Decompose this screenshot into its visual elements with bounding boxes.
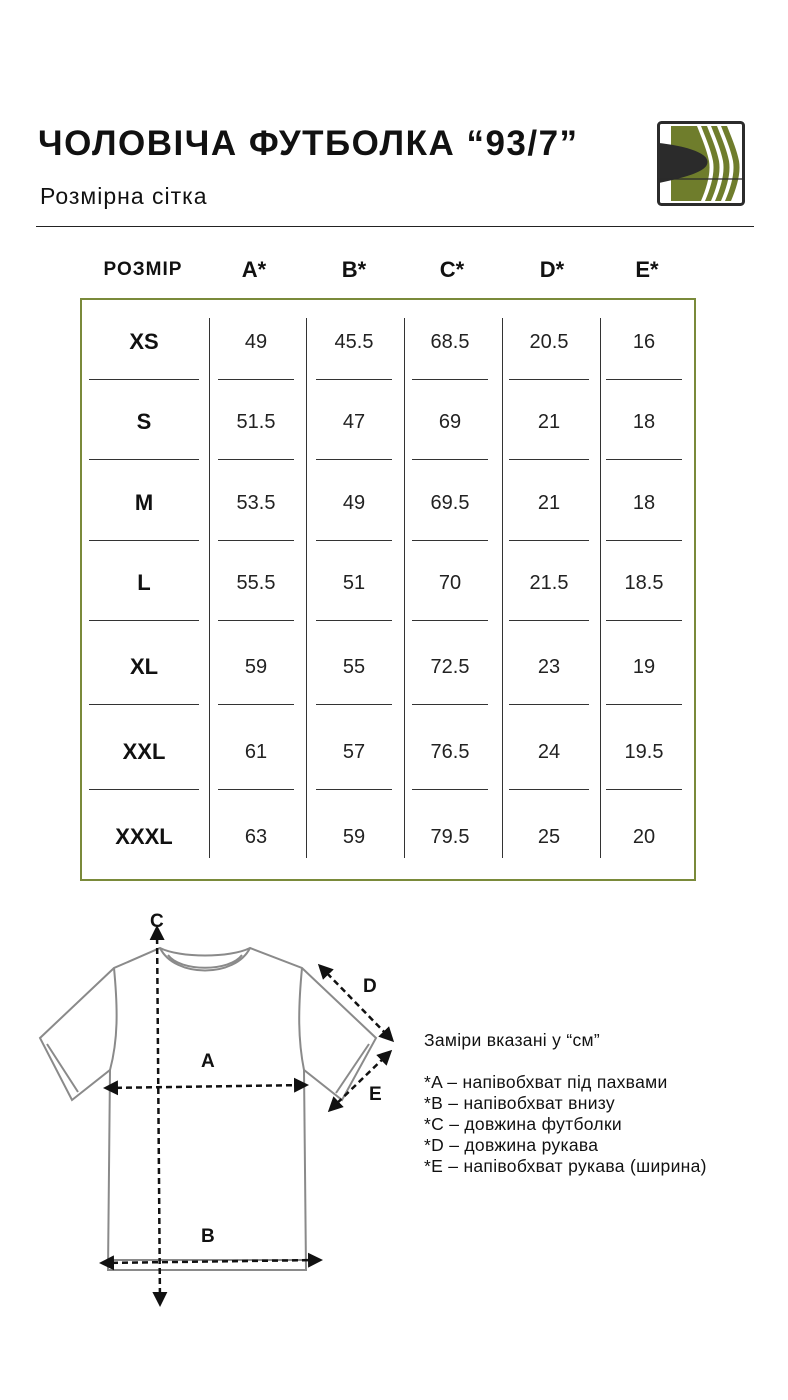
column-header-d: D* <box>539 257 565 282</box>
measurement-cell: 70 <box>438 572 462 594</box>
size-label: L <box>137 570 151 595</box>
measurement-cell: 21 <box>537 411 561 433</box>
row-underline <box>218 789 294 790</box>
measurement-cell: 23 <box>537 656 561 678</box>
measurement-cell: 59 <box>244 656 268 678</box>
size-label: S <box>136 409 152 434</box>
row-underline <box>412 459 488 460</box>
measure-line-a <box>106 1085 306 1088</box>
row-underline <box>218 540 294 541</box>
header-divider <box>36 226 754 227</box>
measure-lines <box>102 928 392 1304</box>
measurement-cell: 49 <box>342 492 366 514</box>
measurement-cell: 59 <box>342 826 366 848</box>
row-underline <box>606 789 682 790</box>
measurement-cell: 68.5 <box>430 331 470 353</box>
row-underline <box>89 704 199 705</box>
note-c: *C – довжина футболки <box>424 1114 622 1134</box>
measurement-cell: 76.5 <box>430 741 470 763</box>
size-label: XXXL <box>115 824 173 849</box>
measurement-cell: 18 <box>632 492 656 514</box>
size-label: XS <box>129 329 159 354</box>
row-underline <box>316 459 392 460</box>
table-header-row <box>80 252 696 288</box>
page-title: ЧОЛОВІЧА ФУТБОЛКА “93/7” <box>38 124 579 163</box>
row-underline <box>606 620 682 621</box>
measurement-cell: 55.5 <box>236 572 276 594</box>
measurement-cell: 53.5 <box>236 492 276 514</box>
measurement-cell: 79.5 <box>430 826 470 848</box>
row-underline <box>316 379 392 380</box>
measurement-cell: 61 <box>244 741 268 763</box>
measurement-cell: 51 <box>342 572 366 594</box>
row-underline <box>509 789 589 790</box>
row-underline <box>509 620 589 621</box>
measurement-cell: 63 <box>244 826 268 848</box>
row-underline <box>316 789 392 790</box>
measurement-cell: 49 <box>244 331 268 353</box>
column-header-size: РОЗМІР <box>103 259 183 280</box>
row-underline <box>412 620 488 621</box>
row-underline <box>412 540 488 541</box>
measurement-cell: 69.5 <box>430 492 470 514</box>
row-underline <box>606 540 682 541</box>
measurement-cell: 51.5 <box>236 411 276 433</box>
measurement-cell: 72.5 <box>430 656 470 678</box>
tshirt-outline <box>40 948 376 1270</box>
row-underline <box>509 540 589 541</box>
note-e: *E – напівобхват рукава (ширина) <box>424 1156 707 1176</box>
row-underline <box>606 379 682 380</box>
notes-intro: Заміри вказані у “см” <box>424 1030 600 1050</box>
row-underline <box>316 704 392 705</box>
measurement-cell: 19 <box>632 656 656 678</box>
row-underline <box>218 379 294 380</box>
measurement-cell: 16 <box>632 331 656 353</box>
label-d: D <box>363 976 377 997</box>
note-b: *B – напівобхват внизу <box>424 1093 615 1113</box>
measurement-cell: 20.5 <box>529 331 569 353</box>
row-underline <box>412 704 488 705</box>
column-header-e: E* <box>635 257 659 282</box>
row-underline <box>606 704 682 705</box>
row-underline <box>509 379 589 380</box>
column-header-c: C* <box>439 257 465 282</box>
note-a: *A – напівобхват під пахвами <box>424 1072 668 1092</box>
measurement-cell: 55 <box>342 656 366 678</box>
size-label: XXL <box>122 739 166 764</box>
column-header-a: A* <box>241 257 267 282</box>
measurement-cell: 57 <box>342 741 366 763</box>
label-a: A <box>201 1051 215 1072</box>
measurement-cell: 24 <box>537 741 561 763</box>
label-b: B <box>201 1226 215 1247</box>
page-subtitle: Розмірна сітка <box>40 183 208 209</box>
measurement-cell: 47 <box>342 411 366 433</box>
row-underline <box>316 620 392 621</box>
row-underline <box>509 704 589 705</box>
measurement-notes <box>424 1030 707 1177</box>
row-underline <box>89 789 199 790</box>
size-label: M <box>134 490 154 515</box>
row-underline <box>412 789 488 790</box>
brand-logo-icon <box>657 121 745 206</box>
label-e: E <box>369 1084 382 1105</box>
measure-line-c <box>157 928 160 1304</box>
row-underline <box>218 459 294 460</box>
row-underline <box>606 459 682 460</box>
measurement-cell: 45.5 <box>334 331 374 353</box>
label-c: C <box>150 911 164 932</box>
row-underline <box>89 459 199 460</box>
measurement-cell: 21 <box>537 492 561 514</box>
row-underline <box>89 379 199 380</box>
column-header-b: B* <box>341 257 367 282</box>
measurement-cell: 19.5 <box>624 741 664 763</box>
measurement-cell: 21.5 <box>529 572 569 594</box>
row-underline <box>218 704 294 705</box>
row-underline <box>89 620 199 621</box>
measurement-cell: 20 <box>632 826 656 848</box>
measurement-cell: 25 <box>537 826 561 848</box>
size-label: XL <box>129 654 159 679</box>
measure-line-d <box>320 966 392 1040</box>
size-table <box>80 298 696 881</box>
measurement-cell: 18 <box>632 411 656 433</box>
row-underline <box>412 379 488 380</box>
measurement-cell: 69 <box>438 411 462 433</box>
tshirt-measure-diagram <box>30 900 430 1315</box>
note-d: *D – довжина рукава <box>424 1135 599 1155</box>
row-underline <box>89 540 199 541</box>
measurement-cell: 18.5 <box>624 572 664 594</box>
row-underline <box>316 540 392 541</box>
row-underline <box>218 620 294 621</box>
row-underline <box>509 459 589 460</box>
